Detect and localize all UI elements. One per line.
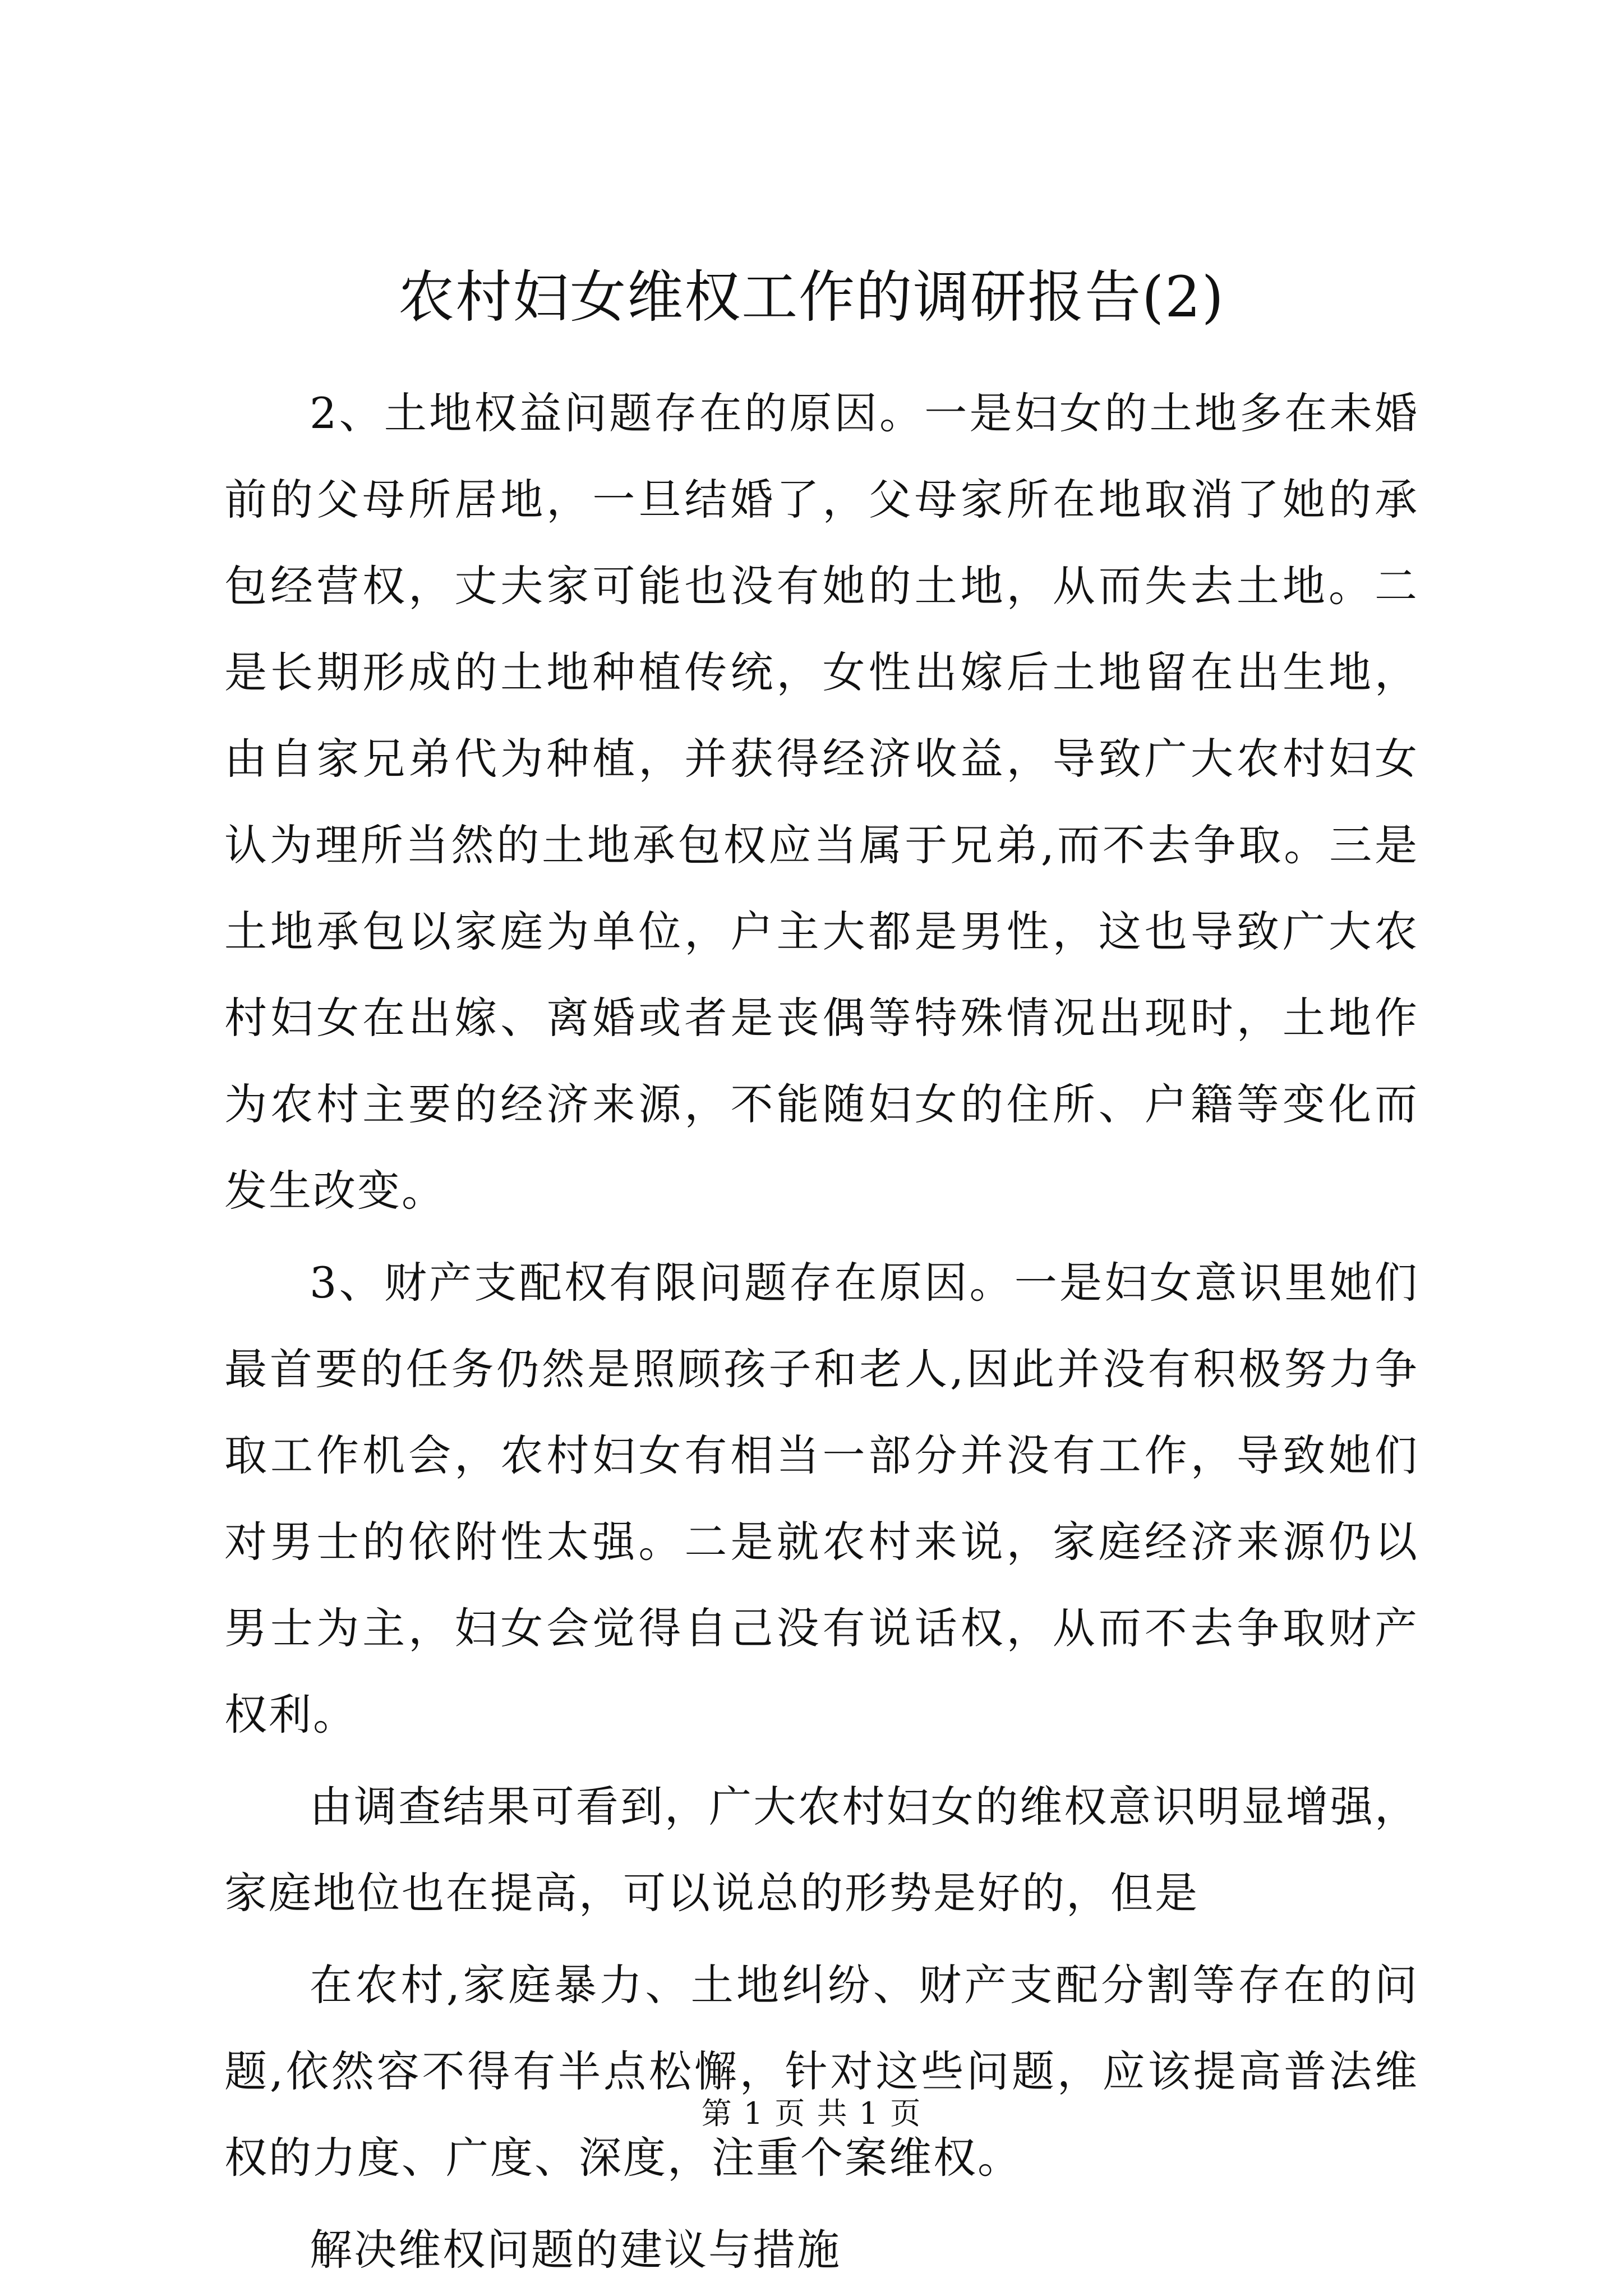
paragraph-section-heading: 解决维权问题的建议与措施 xyxy=(310,2225,841,2275)
paragraph-land-rights: 2、土地权益问题存在的原因。一是妇女的土地多在未婚前的父母所居地，一旦结婚了，父母家所在地取消了她的承包经营权，丈夫家可能也没有她的土地，从而失去土地。二是长期形成的土地种植传统，女性出嫁后土地留在出生地，由自家兄弟代为种植，并获得经济收益，导致广大农村妇女认为理所当然的土地承包权应当属于兄弟,而不去争取。三是土地承包以家庭为单位，户主大都是男性，这也导致广大农村妇女在出嫁、离婚或者是丧偶等特殊情况出现时，土地作为农村主要的经济来源，不能随妇女的住所、户籍等变化而发生改变。 xyxy=(224,388,1419,1216)
paragraph-property-rights: 3、财产支配权有限问题存在原因。一是妇女意识里她们最首要的任务仍然是照顾孩子和老人,因此并没有积极努力争取工作机会，农村妇女有相当一部分并没有工作，导致她们对男士的依附性太强。二是就农村来说，家庭经济来源仍以男士为主，妇女会觉得自己没有说话权，从而不去争取财产权利。 xyxy=(224,1258,1419,1740)
paragraph-survey-results: 由调查结果可看到，广大农村妇女的维权意识明显增强，家庭地位也在提高，可以说总的形势是好的，但是 xyxy=(224,1782,1419,1918)
document-title: 农村妇女维权工作的调研报告(2) xyxy=(398,264,1225,330)
paragraph-rural-issues: 在农村,家庭暴力、土地纠纷、财产支配分割等存在的问题,依然容不得有半点松懈，针对这些问题，应该提高普法维权的力度、广度、深度，注重个案维权。 xyxy=(224,1960,1419,2183)
document-body xyxy=(224,370,1419,2293)
page-footer: 第 1 页 共 1 页 xyxy=(701,2096,922,2131)
